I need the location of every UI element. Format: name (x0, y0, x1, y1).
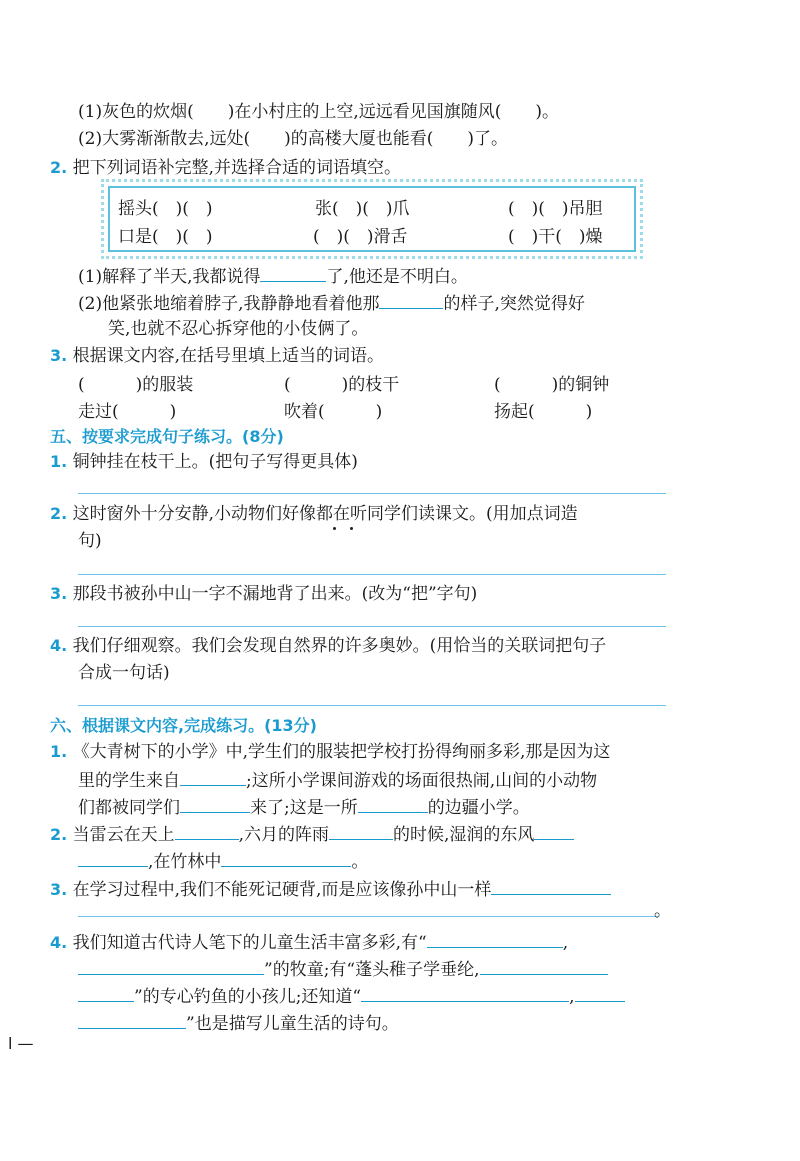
s6-item-1-text-f: 的边疆小学。 (427, 798, 530, 818)
q3-row1-3: ( )的铜钟 (494, 375, 610, 395)
q2-number: 2. (50, 158, 68, 177)
s6-item-2-number: 2. (50, 825, 68, 844)
s5-item-3-text: 那段书被孙中山一字不漏地背了出来。(改为“把”字句) (72, 584, 478, 604)
answer-blank[interactable] (480, 956, 608, 975)
s6-item-1-text-e: 来了;这是一所 (250, 798, 358, 818)
s6-item-4-line-4 (78, 1010, 399, 1036)
answer-blank[interactable] (78, 1010, 186, 1029)
answer-blank[interactable] (361, 983, 569, 1002)
answer-blank[interactable] (175, 821, 239, 840)
section-6-title: 六、根据课文内容,完成练习。(13分) (50, 716, 317, 735)
q3-row2-2: 吹着( ) (284, 402, 383, 422)
box-cell-1-2: 张( )( )爪 (315, 199, 410, 219)
s6-item-4-text-e: , (569, 987, 575, 1007)
s6-item-1-text-d: 们都被同学们 (78, 798, 180, 818)
answer-blank[interactable] (78, 983, 134, 1002)
s5-item-4-cont: 合成一句话) (78, 663, 170, 683)
s5-item-1-text: 铜钟挂在枝干上。(把句子写得更具体) (72, 452, 358, 472)
s5-item-2-number: 2. (50, 504, 68, 523)
s5-item-4-number: 4. (50, 636, 68, 655)
s6-item-2-text-d: ,在竹林中 (148, 852, 222, 872)
s6-item-3-text: 在学习过程中,我们不能死记硬背,而是应该像孙中山一样 (72, 880, 492, 900)
s5-item-1 (50, 450, 358, 474)
answer-line[interactable] (78, 705, 666, 706)
s5-item-3-number: 3. (50, 584, 68, 603)
q3-number: 3. (50, 346, 68, 365)
q2-fill-2 (78, 290, 585, 316)
answer-blank[interactable] (491, 876, 611, 895)
answer-line[interactable] (78, 626, 666, 627)
answer-blank[interactable] (78, 848, 148, 867)
q2-fill-1-text-b: 了,他还是不明白。 (326, 267, 468, 287)
s6-item-4-line-3 (78, 983, 625, 1009)
s6-item-1-number: 1. (50, 742, 68, 761)
answer-blank[interactable] (358, 794, 428, 813)
s5-item-2-cont: 句) (78, 531, 102, 551)
s6-item-4-text-f: ”也是描写儿童生活的诗句。 (186, 1014, 399, 1034)
s6-item-4-text-d: ”的专心钓鱼的小孩儿;还知道“ (134, 987, 362, 1007)
box-cell-2-2: ( )( )滑舌 (313, 227, 408, 247)
s6-item-2-text-c: 的时候,湿润的东风 (393, 825, 535, 845)
s6-item-3-end: 。 (654, 901, 671, 921)
s6-item-1 (50, 740, 610, 764)
s6-item-4-text-a: 我们知道古代诗人笔下的儿童生活丰富多彩,有“ (72, 933, 427, 953)
q3-row2-3: 扬起( ) (494, 402, 593, 422)
s6-item-2-line-2 (78, 848, 368, 874)
s6-item-1-line-3 (78, 794, 530, 820)
q2-fill-1 (78, 263, 468, 289)
s5-item-4-text: 我们仔细观察。我们会发现自然界的许多奥妙。(用恰当的关联词把句子 (72, 636, 607, 656)
q3-prompt-text: 根据课文内容,在括号里填上适当的词语。 (72, 346, 385, 366)
s5-item-1-number: 1. (50, 452, 68, 471)
answer-line[interactable] (78, 916, 658, 917)
answer-blank[interactable] (534, 821, 574, 840)
answer-line[interactable] (78, 574, 666, 575)
answer-line[interactable] (78, 493, 666, 494)
q3-prompt (50, 344, 384, 368)
s5-item-2-text: 这时窗外十分安静,小动物们好像都在听同学们读课文。(用加点词造 (72, 504, 578, 524)
answer-blank[interactable] (180, 767, 246, 786)
s6-item-3 (50, 876, 611, 902)
s6-item-4-text-c: ”的牧童;有“蓬头稚子学垂纶, (264, 960, 480, 980)
s6-item-4-number: 4. (50, 933, 68, 952)
q2-fill-2-cont: 笑,也就不忍心拆穿他的小伎俩了。 (108, 319, 369, 339)
s6-item-1-line-2 (78, 767, 597, 793)
s5-item-3 (50, 582, 477, 606)
box-cell-1-1: 摇头( )( ) (118, 199, 213, 219)
emphasis-dot (333, 527, 336, 530)
s6-item-2 (50, 821, 574, 847)
q3-row1-1: ( )的服装 (78, 375, 194, 395)
s5-item-2 (50, 502, 578, 526)
q3-row2-1: 走过( ) (78, 402, 177, 422)
page-number: l — (8, 1034, 34, 1053)
answer-blank[interactable] (329, 821, 393, 840)
s5-item-4 (50, 634, 606, 658)
q3-row1-2: ( )的枝干 (284, 375, 400, 395)
answer-blank[interactable] (379, 290, 443, 309)
s6-item-2-text-b: ,六月的阵雨 (238, 825, 330, 845)
s6-item-2-text-e: 。 (351, 852, 369, 872)
emphasis-dot (350, 527, 353, 530)
s6-item-1-text-c: ;这所小学课间游戏的场面很热闹,山间的小动物 (246, 771, 598, 791)
answer-blank[interactable] (78, 956, 264, 975)
q2-fill-1-text-a: (1)解释了半天,我都说得 (78, 267, 261, 287)
box-cell-1-3: ( )( )吊胆 (508, 199, 603, 219)
section-5-title: 五、按要求完成句子练习。(8分) (50, 427, 284, 446)
s6-item-4-text-b: , (562, 933, 569, 953)
q1-item-1: (1)灰色的炊烟( )在小村庄的上空,远远看见国旗随风( )。 (78, 102, 560, 122)
s6-item-4 (50, 929, 568, 955)
s6-item-1-text-b: 里的学生来自 (78, 771, 180, 791)
s6-item-4-line-2 (78, 956, 608, 982)
s6-item-3-number: 3. (50, 880, 68, 899)
q2-fill-2-text-b: 的样子,突然觉得好 (443, 294, 585, 314)
q2-prompt-text: 把下列词语补完整,并选择合适的词语填空。 (72, 158, 402, 178)
s6-item-2-text-a: 当雷云在天上 (72, 825, 175, 845)
answer-blank[interactable] (260, 263, 326, 282)
answer-blank[interactable] (427, 929, 563, 948)
box-cell-2-1: 口是( )( ) (118, 227, 213, 247)
answer-blank[interactable] (221, 848, 351, 867)
answer-blank[interactable] (180, 794, 250, 813)
q2-prompt (50, 156, 401, 180)
answer-blank[interactable] (575, 983, 625, 1002)
q2-fill-2-text-a: (2)他紧张地缩着脖子,我静静地看着他那 (78, 294, 380, 314)
q1-item-2: (2)大雾渐渐散去,远处( )的高楼大厦也能看( )了。 (78, 129, 509, 149)
box-cell-2-3: ( )干( )燥 (508, 227, 603, 247)
s6-item-1-text-a: 《大青树下的小学》中,学生们的服装把学校打扮得绚丽多彩,那是因为这 (72, 742, 611, 762)
